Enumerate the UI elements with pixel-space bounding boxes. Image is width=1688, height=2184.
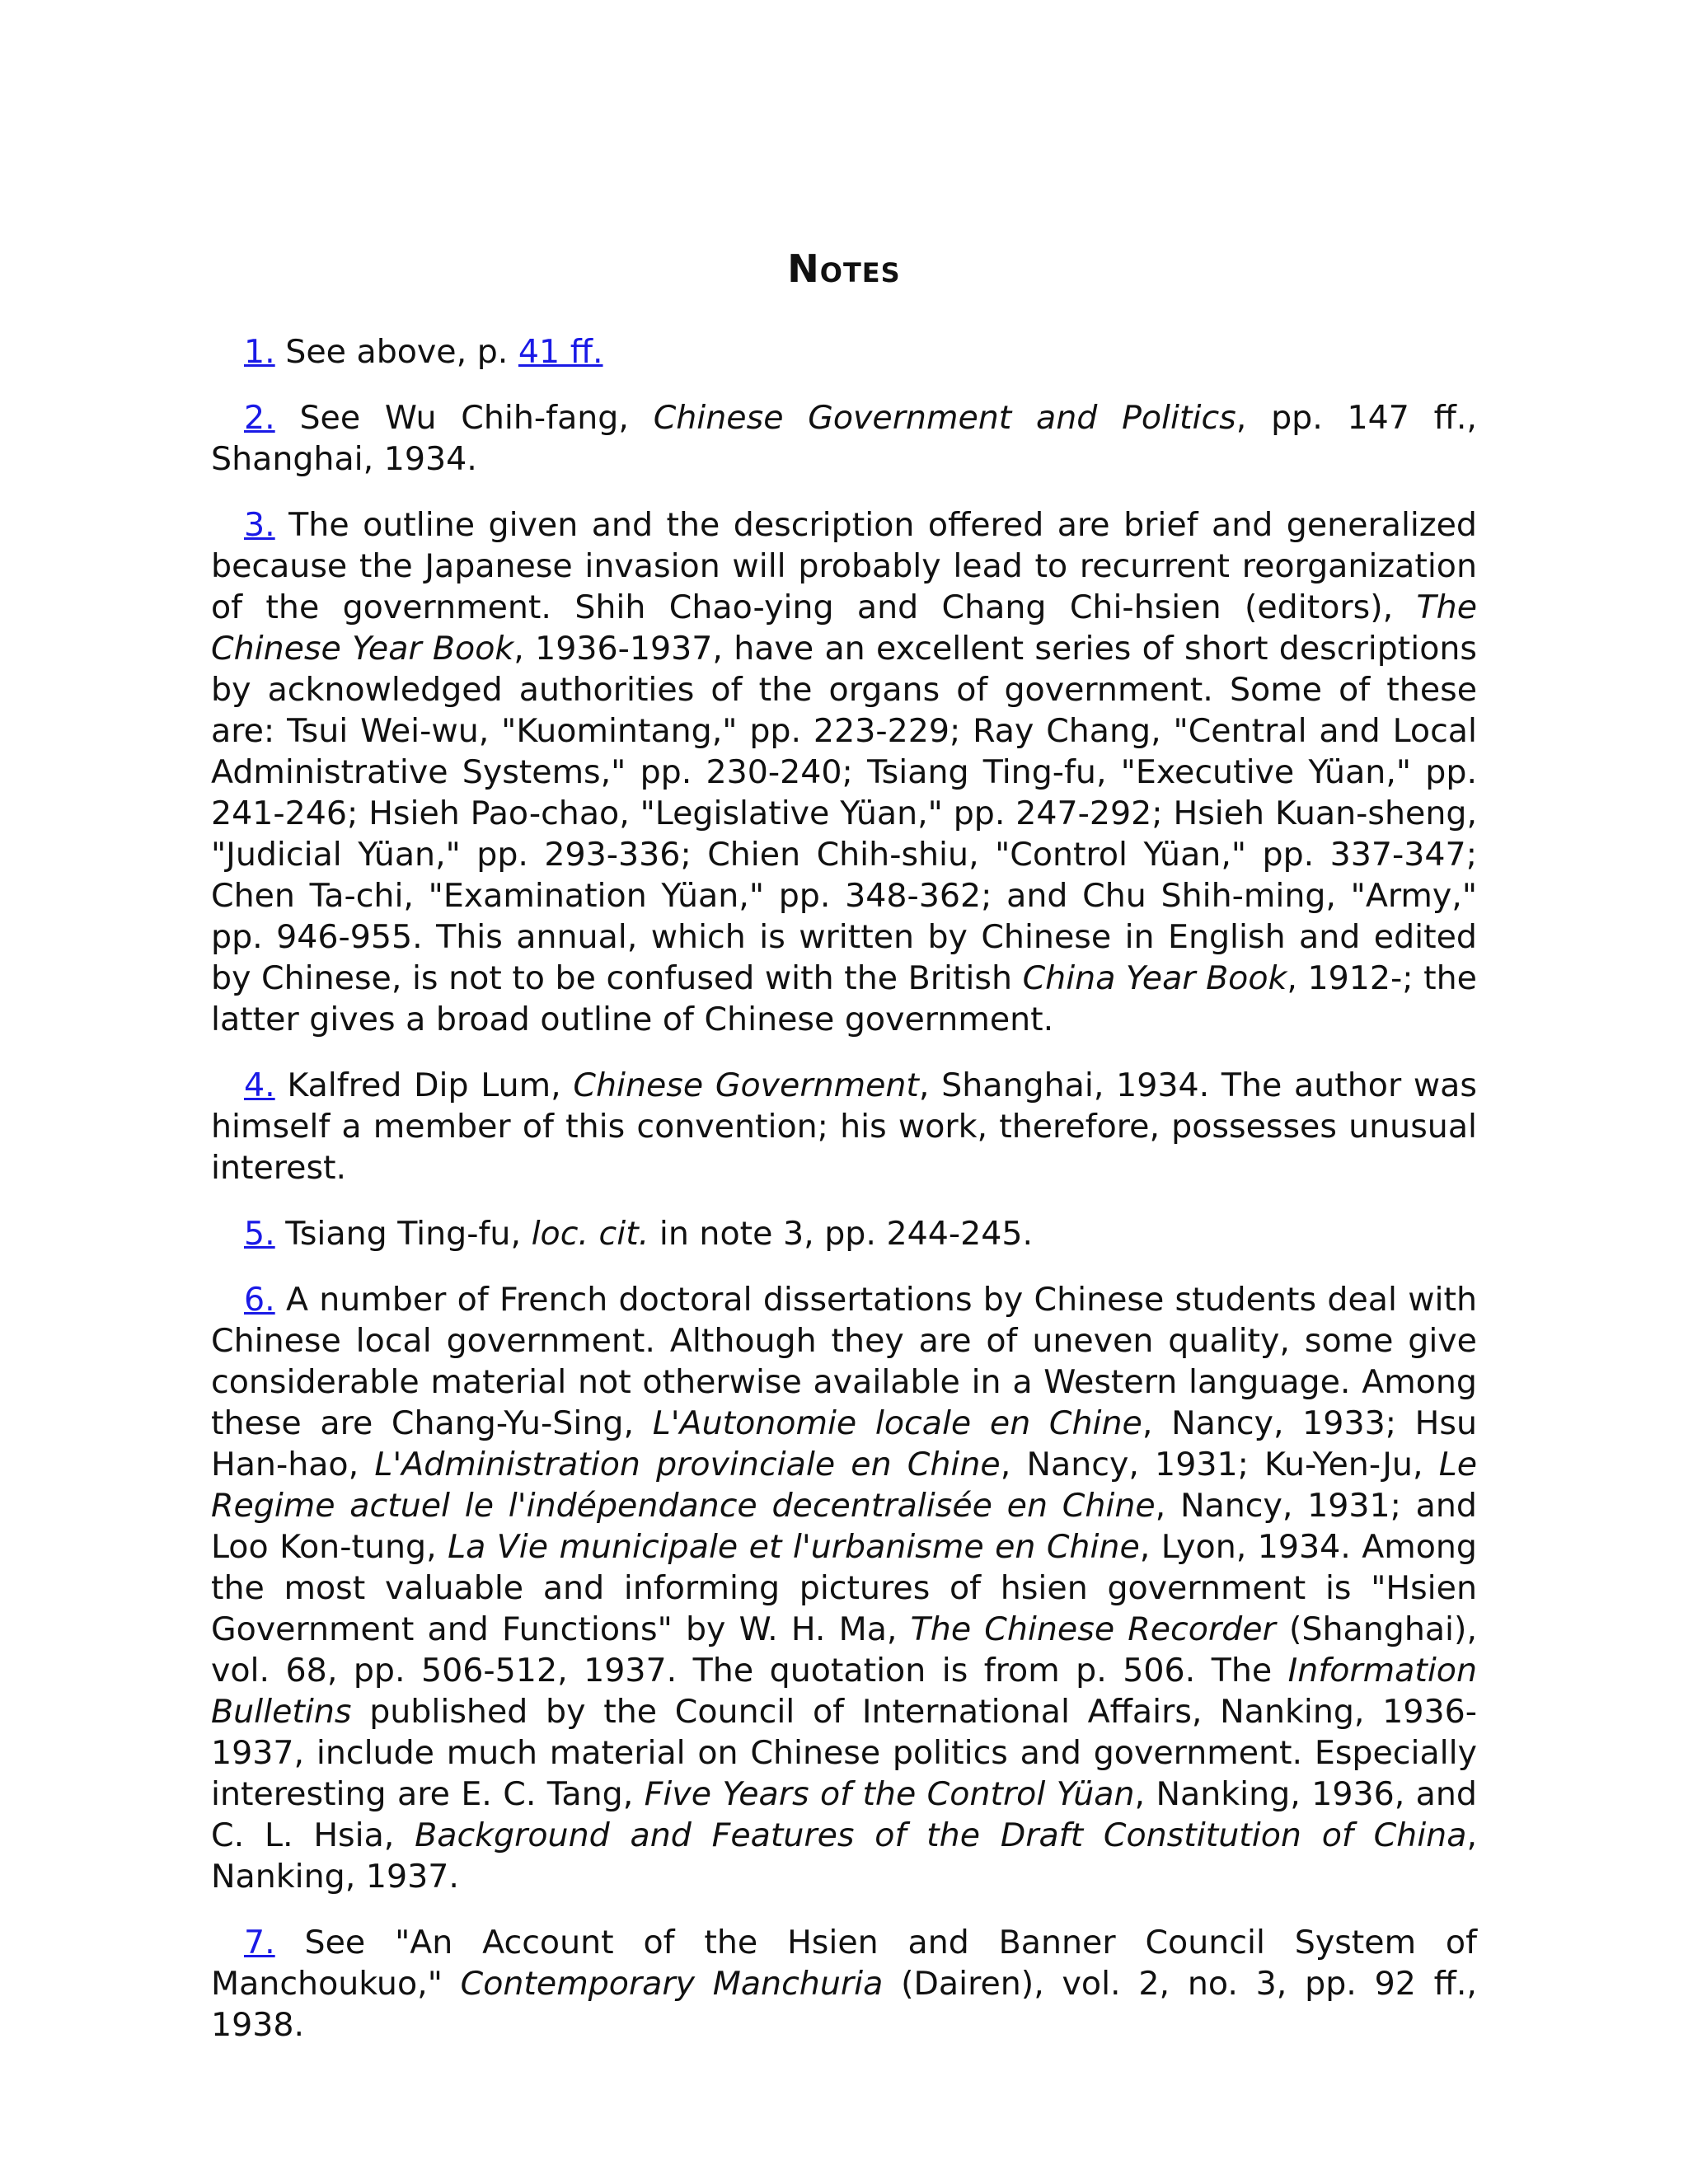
note-7-text: See "An Account of the Hsien and Banner Council System of Manchoukuo,": [211, 1924, 1478, 2003]
note-6-text: , Nancy, 1931; Ku-Yen-Ju,: [1000, 1446, 1439, 1483]
note-7: [211, 1922, 1477, 2046]
note-6: [211, 1279, 1477, 1897]
note-3-text-end: , 1912-; the latter gives a broad outline of Chinese government.: [211, 959, 1477, 1038]
note-2-title: Chinese Government and Politics: [653, 399, 1236, 437]
note-5-text: Tsiang Ting-fu,: [285, 1215, 532, 1253]
page-reference-link[interactable]: 41 ff.: [518, 333, 603, 371]
note-5-loc-cit: loc. cit.: [531, 1215, 649, 1253]
note-6-title: La Vie municipale et l'urbanisme en Chine: [448, 1528, 1140, 1566]
note-3-text: The outline given and the description offered are brief and generalized because the Japanese invasion will probably lead to recurrent reorganization of the government. Shih Chao-ying and Chang Chi-hsien (editors),: [211, 506, 1477, 626]
note-6-text-end: , Nanking, 1937.: [211, 1816, 1477, 1896]
note-1-text: See above, p.: [285, 333, 518, 371]
page-title: Notes: [787, 246, 901, 291]
note-5-number-link[interactable]: 5.: [244, 1215, 275, 1253]
note-6-title: Five Years of the Control Yüan: [644, 1775, 1135, 1813]
note-3: [211, 504, 1477, 1040]
note-6-text: , Nancy, 1933; Hsu Han-hao,: [211, 1404, 1477, 1483]
note-6-text: A number of French doctoral dissertations by Chinese students deal with Chinese local government. Although they are of uneven quality, some give considerable material not otherwise available in a Western language. Among these are Chang-Yu-Sing,: [211, 1281, 1477, 1442]
note-6-text: , Nanking, 1936, and C. L. Hsia,: [211, 1775, 1477, 1854]
note-6-text: , Nancy, 1931; and Loo Kon-tung,: [211, 1487, 1477, 1566]
note-7-text-end: (Dairen), vol. 2, no. 3, pp. 92 ff., 1938.: [211, 1965, 1477, 2044]
note-3-title: The Chinese Year Book: [211, 588, 1477, 668]
note-1: [211, 331, 1477, 373]
note-4-text-end: , Shanghai, 1934. The author was himself a member of this convention; his work, therefore, possesses unusual interest.: [211, 1066, 1477, 1187]
note-6-text: , Lyon, 1934. Among the most valuable and informing pictures of hsien government is "Hsien Government and Functions" by W. H. Ma,: [211, 1528, 1478, 1648]
note-6-title: L'Autonomie locale en Chine: [652, 1404, 1142, 1442]
note-4-number-link[interactable]: 4.: [244, 1066, 275, 1104]
note-6-text: (Shanghai), vol. 68, pp. 506-512, 1937. The quotation is from p. 506. The: [211, 1610, 1477, 1690]
note-4: [211, 1065, 1477, 1188]
note-6-title: L'Administration provinciale en Chine: [374, 1446, 1001, 1483]
note-2-text: See Wu Chih-fang,: [299, 399, 654, 437]
note-5: [211, 1213, 1477, 1254]
note-4-text: Kalfred Dip Lum,: [287, 1066, 574, 1104]
notes-page: [211, 239, 1477, 2070]
note-2-number-link[interactable]: 2.: [244, 399, 275, 437]
note-3-text-middle: , 1936-1937, have an excellent series of short descriptions by acknowledged authorities of the organs of government. Some of these are: Tsui Wei-wu, "Kuomintang," pp. 223-229; Ray Chang, "Central and Local Administrative Systems," pp. 230-240; Tsiang Ting-fu, "Executive Yüan," pp. 241-246; Hsieh Pao-chao, "Legislative Yüan," pp. 247-292; Hsieh Kuan-sheng, "Judicial Yüan," pp. 293-336; Chien Chih-shiu, "Control Yüan," pp. 337-347; Chen Ta-chi, "Examination Yüan," pp. 348-362; and Chu Shih-ming, "Army," pp. 946-955. This annual, which is written by Chinese in English and edited by Chinese, is not to be confused with the British: [211, 630, 1478, 997]
note-1-number-link[interactable]: 1.: [244, 333, 275, 371]
note-6-title: Background and Features of the Draft Constitution of China: [415, 1816, 1467, 1854]
note-2-text-end: , pp. 147 ff., Shanghai, 1934.: [211, 399, 1477, 478]
note-2: [211, 397, 1477, 480]
note-6-number-link[interactable]: 6.: [244, 1281, 275, 1319]
note-6-title: The Chinese Recorder: [910, 1610, 1276, 1648]
note-7-title: Contemporary Manchuria: [460, 1965, 884, 2003]
note-6-title: Le Regime actuel le l'indépendance decentralisée en Chine: [211, 1446, 1477, 1525]
note-6-title: Information Bulletins: [211, 1652, 1477, 1731]
note-3-number-link[interactable]: 3.: [244, 506, 275, 544]
note-4-title: Chinese Government: [573, 1066, 919, 1104]
note-6-text: published by the Council of International Affairs, Nanking, 1936-1937, include much material on Chinese politics and government. Especially interesting are E. C. Tang,: [211, 1693, 1477, 1813]
note-5-text-end: in note 3, pp. 244-245.: [649, 1215, 1034, 1253]
note-7-number-link[interactable]: 7.: [244, 1924, 275, 1961]
note-3-title-2: China Year Book: [1022, 959, 1287, 997]
